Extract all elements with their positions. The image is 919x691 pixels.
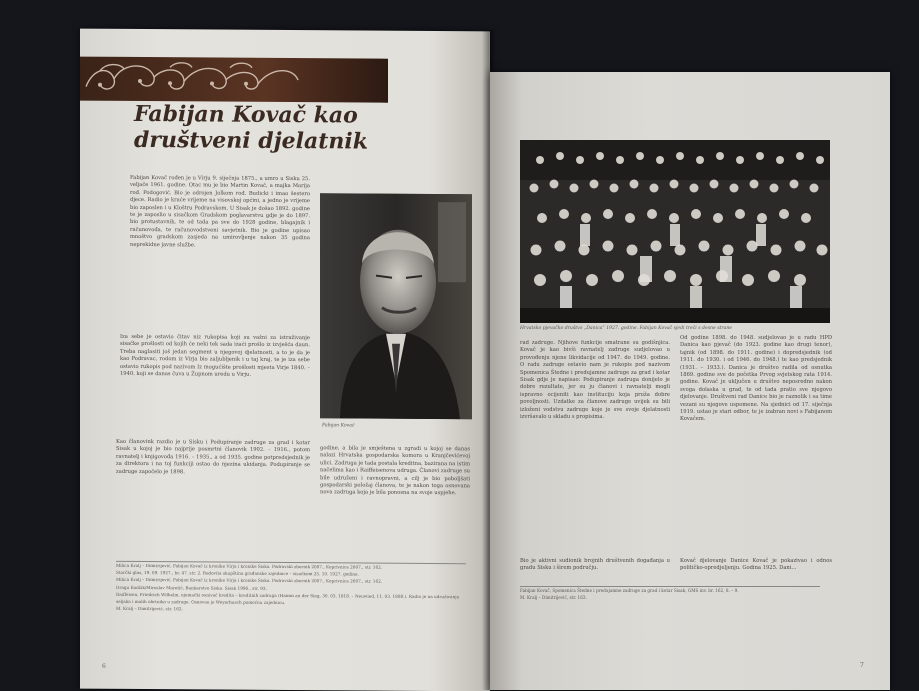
middle-paragraph: godine, a bila je smještena u zgradi u kojoj se danas nalazi Hrvatska gospodarska komora u Kranjčevićevoj ulici. Zadruga je tada postala kreditna, bazirana na istim načelima kao i Raiffeisenova udruga. Članovi zadruge su bile udruženi i ravnopravni, a cilj je bio poboljšati gospodarski položaj članova, te je nakon toga osnovana nova zadruga koja je bila ponosna na svoje uspjehe. [320,445,470,497]
chapter-title: Fabijan Kovač kao društveni djelatnik [134,100,369,155]
paragraph-2: Iza sebe je ostavio čitav niz rukopisa koji su važni za istraživanje sisačke prošlosti od kojih će neki tek sada izaći prošlo iz izvješća daun. Treba naglasiti još jedan segment u njegovoj djelatnosti, a to je da je kao Podravac, rodom iz Virja bio zaljubljenik i u taj kraj, te je iza sebe ostavio rukopis pod nazivom Iz mogućište prošlosti mjesta Virje 1840. – 1940. koji se danas čuva u Župnom uredu u Virju. [120,333,310,378]
right-col2-paragraph: Od godine 1898. do 1948. sudjelovao je u radu HPD Danica kao pjevač (do 1923. godine kao drugi tenor), tajnik (od 1898. do 1911. godine) i dopredsjednik (od 1911. do 1930. i od 1946. do 1948.) te kao predsjednik (1931. – 1933.). Danica je društvo radila od osnutka 1869. godine sve do početka Prvog svjetskog rata 1914. godine. Kovač je uključen u društvo neposredno nakon svoga dolaska u grad, te od tada pratio sve njegovo djelovanje. Društveni rad Danice bio je raznolik i sa time vezani su njegove uspomene. Na sjednici od 17. siječnja 1919. ustao je stari odbor, te je izabran novi s Fabijanom Kovačem. [680,335,832,423]
choir-group-icon [520,140,830,323]
footnote: Dragu Kodžik/Miroslav Maretić, Bankarstvo Siska. Sisak 1996., str. 93. [116,584,267,591]
footnote: Raiffeisen, Friedrich Wilhelm, njemački osnivač kredita – kreditnih zadruga (Hamm an der Sieg, 30. 03. 1818. – Neuwied, 11. 03. 1888.). Radio je na udruživanju seljaka i malih obrtnika u zadruge. Osnovao je Weyerbusch pomoćnu zajednicu. [116,591,460,606]
footnote: Starčki glas, 19. 09. 1927., br. 47. str. 2. Redovita skupština građanske zajednice – sisačkom 25. 10. 1927. godine. [116,570,359,577]
footnote: Milica Kralj – Dimitrijević, Fabijan Kovač iz kronike Virja i kronike Siska. Podravski zbornik 2007., Koprivnica 2007., str. 162. [116,577,383,585]
footnote: M. Kralj – Dimitrijević, str. 162. [116,606,183,612]
portrait-man-icon [320,193,472,419]
right-col1-paragraph: rad zadruge. Njihove funkcije smatrane su godišnjica. Kovač je kao bivši ravnatelj zadruge sudjelovao u provođenju njene likvidacije od 1947. do 1949. godine. O radu zadruge ostavio nam je rukopis pod nazivom Spomenica Štedne i predujamne zadruge za grad i kotar Sisak gdje je napisao: Podupiranje zadruga donijelo je dobre rezultate, jer su ju članovi i ravnatelji mogli ispravno ocijeniti kao instituciju koja pruža dobre povoljnosti. Uzdatke za članove zadruge uvijek su bili izloženi vodstvu zadruge koje je sve svoje djelatnosti izvršavalo u skladu s propisima. [520,340,670,421]
portrait-caption: Fabijan Kovač [322,423,355,429]
portrait-photo [320,193,472,419]
ornamental-banner [80,57,388,103]
intro-paragraph: Fabijan Kovač rođen je u Virju 9. siječnja 1875., a umro u Sisku 25. veljače 1961. godine. Otac mu je bio Martin Kovač, a majka Marija rođ. Podogović. Bio je odrojen Jolkom rođ. Budicki i imao šestero djece. Radio je kraće vrijeme na visovskoj općini, a jedno je vrijeme bio zaposlen i u Kloštru Podravskom. U Sisak je došao 1892. godine te je zaposlio u sisačkom Gradskom poglavarstvu gdje je do 1897. bio protustavnik, te od tada pa sve do 1928 godine, blagajnik i računovođa, te računovodstveni savjetnik. Bio je godine upisao mnoštvo gradskom zasjeda na umirovljenje nakon 35 godina neprekidne javne službe. [130,174,310,249]
swirl-ornament-icon [80,57,388,103]
footnote: Milica Kralj – Dimitrijević, Fabijan Kovač iz kronike Virja i kronike Siska. Podravski zbornik 2007., Koprivnica 2007., str. 162. [116,562,383,570]
open-book [80,30,890,690]
footnote: M. Kralj – Dimitrijević, str. 163. [520,595,587,601]
group-photo-caption: Hrvatsko pjevačko društvo „Danica” 1927. godine. Fabijan Kovač sjedi treći s desne strane [520,326,733,331]
right-col2-paragraph-b: Kovač djelovanje Danice Kovač je pokazivao i odnos političko-opredjeljenju. Godina 1925. Dani... [680,558,832,572]
footnote: Fabijan Kovač, Spomenica Štedne i predujamne zadruge za grad i kotar Sisak, GMS inv. br. 162, 8. – 9. [520,588,739,593]
right-col1-paragraph-b: Bio je aktivni sudionik brojnih društvenih događanja u gradu Sisku i širem području. [520,558,670,572]
paragraph-3: Kao članovink razdio je u Sisku i Podupiranje zadruge za grad i kotar Sisak u kojoj je bio najprije posmrtni članovik 1902. – 1916., potom ravnatelj i knjigovođa 1916. – 1935., a od 1935. godine potpredsjednik je za direktora i na toj funkciji ostao do njezina ukidanja. Podupiranje se zadruge započelo je 1898. [116,438,310,475]
group-photo [520,140,830,323]
left-page [80,29,490,691]
page-number-right: 7 [860,662,864,669]
footnotes-left [116,561,466,615]
page-number-left: 6 [102,662,106,670]
footnotes-right [520,586,820,601]
